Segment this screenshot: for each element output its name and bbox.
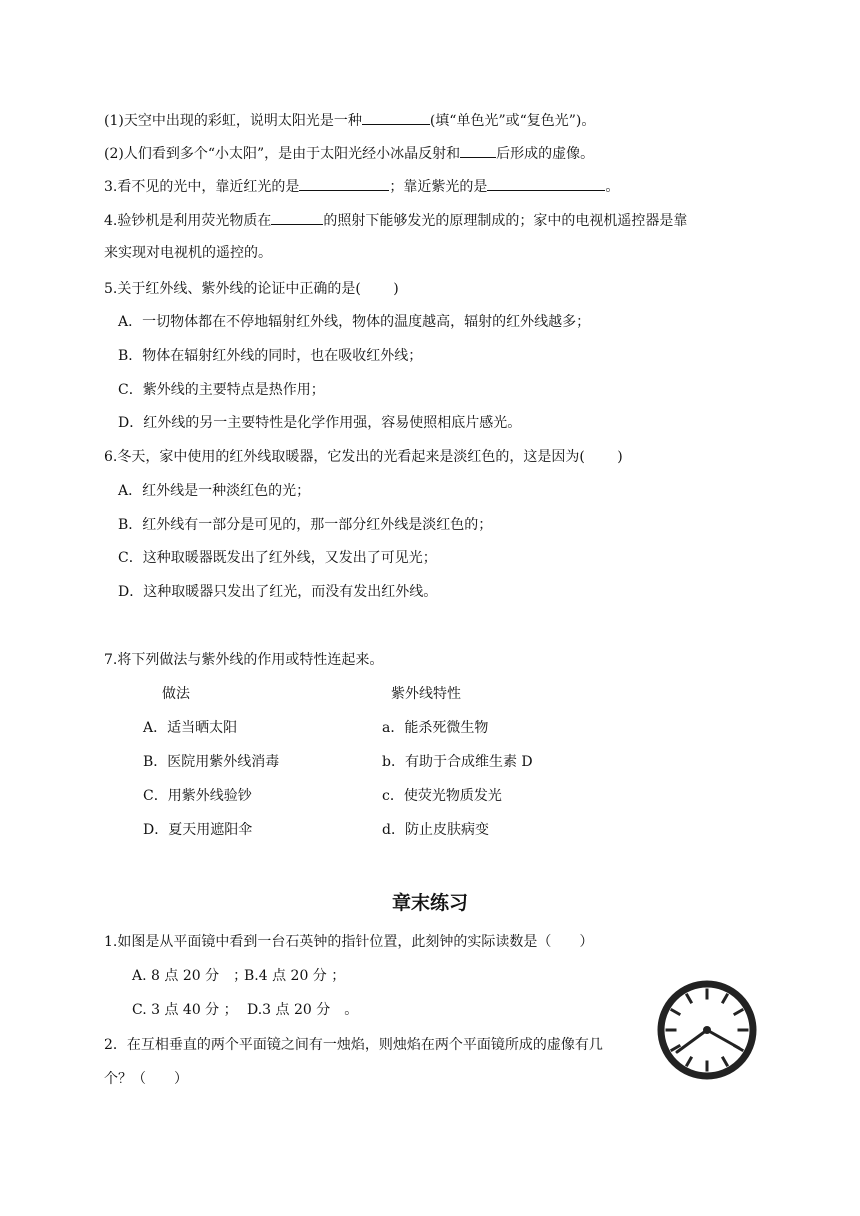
clock-icon	[655, 978, 759, 1082]
q3-answer-blank-1[interactable]	[299, 176, 389, 191]
q6-option-c[interactable]: C．这种取暖器既发出了红外线，又发出了可见光；	[118, 550, 437, 566]
q4-text-pre: 4.验钞机是利用荧光物质在	[104, 213, 272, 229]
q1-text-post: (填“单色光”或“复色光”)。	[429, 113, 596, 129]
q6-option-a[interactable]: A．红外线是一种淡红色的光；	[118, 483, 311, 499]
q7-left-item-a[interactable]: A．适当晒太阳	[143, 720, 238, 736]
question-7-stem: 7.将下列做法与紫外线的作用或特性连起来。	[104, 652, 384, 668]
question-6-stem: 6.冬天，家中使用的红外线取暖器，它发出的光看起来是淡红色的，这是因为( )	[104, 449, 623, 465]
ex1-option-d[interactable]: D.3 点 20 分 。	[247, 1002, 359, 1018]
ex1-option-b[interactable]: B.4 点 20 分 ；	[244, 968, 346, 984]
q7-right-item-c[interactable]: c．使荧光物质发光	[382, 788, 502, 804]
question-5-stem: 5.关于红外线、紫外线的论证中正确的是( )	[104, 281, 399, 297]
q7-right-header: 紫外线特性	[391, 686, 461, 702]
q3-answer-blank-2[interactable]	[487, 176, 605, 191]
question-1-line	[104, 110, 595, 131]
exercise-2-line-2: 个？（ ）	[104, 1071, 188, 1087]
q2-answer-blank[interactable]	[460, 143, 496, 158]
q4-text-post: 的照射下能够发光的原理制成的；家中的电视机遥控器是靠	[323, 213, 688, 229]
ex1-option-c[interactable]: C. 3 点 40 分 ；	[132, 1002, 238, 1018]
q3-text-mid: ；靠近紫光的是	[389, 179, 488, 195]
question-2-line	[104, 143, 594, 164]
section-title: 章末练习	[391, 892, 468, 914]
q7-left-header: 做法	[162, 686, 190, 702]
q5-option-d[interactable]: D．红外线的另一主要特性是化学作用强，容易使照相底片感光。	[118, 415, 522, 431]
q3-text-pre: 3.看不见的光中，靠近红光的是	[104, 179, 300, 195]
q5-option-c[interactable]: C．紫外线的主要特点是热作用；	[118, 382, 325, 398]
q2-text-pre: (2)人们看到多个“小太阳”，是由于太阳光经小冰晶反射和	[104, 146, 461, 162]
question-4-line-1	[104, 210, 687, 231]
question-4-line-2: 来实现对电视机的遥控的。	[104, 245, 272, 261]
q5-option-a[interactable]: A．一切物体都在不停地辐射红外线，物体的温度越高，辐射的红外线越多；	[118, 314, 591, 330]
q7-left-item-b[interactable]: B．医院用紫外线消毒	[143, 754, 280, 770]
q7-right-item-a[interactable]: a．能杀死微生物	[382, 720, 489, 736]
q7-left-item-c[interactable]: C．用紫外线验钞	[143, 788, 252, 804]
q5-option-b[interactable]: B．物体在辐射红外线的同时，也在吸收红外线；	[118, 348, 423, 364]
question-3-line	[104, 176, 619, 197]
mirror-clock-figure	[655, 978, 759, 1086]
exercise-2-line-1: 2．在互相垂直的两个平面镜之间有一烛焰，则烛焰在两个平面镜所成的虚像有几	[104, 1037, 603, 1053]
q2-text-post: 后形成的虚像。	[496, 146, 595, 162]
exercise-1-stem: 1.如图是从平面镜中看到一台石英钟的指针位置，此刻钟的实际读数是（ ）	[104, 934, 594, 950]
ex1-option-a[interactable]: A. 8 点 20 分 ；	[132, 968, 248, 984]
q7-left-item-d[interactable]: D．夏天用遮阳伞	[143, 822, 253, 838]
q1-answer-blank[interactable]	[362, 110, 430, 125]
q7-right-item-d[interactable]: d．防止皮肤病变	[382, 822, 489, 838]
q1-text-pre: (1)天空中出现的彩虹，说明太阳光是一种	[104, 113, 362, 129]
q6-option-b[interactable]: B．红外线有一部分是可见的，那一部分红外线是淡红色的；	[118, 517, 493, 533]
q3-text-post: 。	[605, 179, 620, 195]
q7-right-item-b[interactable]: b．有助于合成维生素 D	[382, 754, 533, 770]
q4-answer-blank[interactable]	[271, 210, 323, 225]
q6-option-d[interactable]: D．这种取暖器只发出了红光，而没有发出红外线。	[118, 584, 438, 600]
